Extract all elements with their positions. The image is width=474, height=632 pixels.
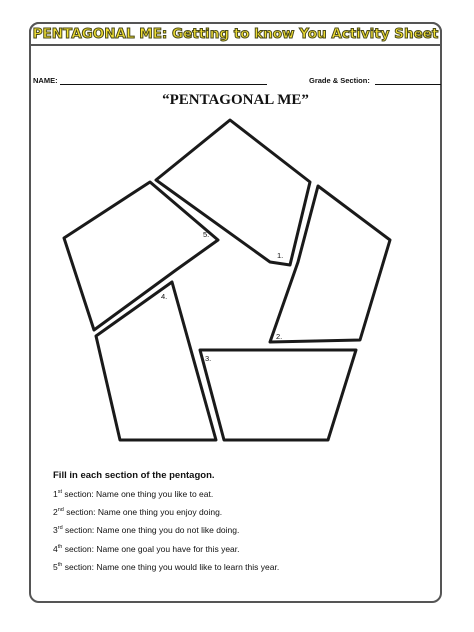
instruction-number: 4: [53, 543, 58, 554]
banner-title: PENTAGONAL ME: Getting to know You Activity Sheet: [32, 26, 439, 42]
worksheet-title: “PENTAGONAL ME”: [162, 92, 309, 108]
instruction-text: section: Name one thing you do not like doing.: [62, 525, 240, 536]
instruction-item: [53, 507, 423, 517]
instruction-number: 3: [53, 525, 58, 536]
section-label-1: 1.: [277, 251, 284, 260]
instruction-ordinal-suffix: nd: [57, 507, 64, 514]
instruction-item: [53, 544, 423, 554]
instruction-number: 1: [53, 489, 58, 499]
section-label-3: 3.: [205, 354, 212, 363]
instruction-item: [53, 562, 423, 572]
section-label-5: 5.: [203, 230, 210, 239]
instruction-ordinal-suffix: th: [57, 543, 63, 550]
pentagon-section-3[interactable]: [200, 350, 356, 440]
instruction-number: 2: [53, 507, 58, 518]
instruction-ordinal-suffix: rd: [57, 525, 63, 532]
grade-section-label: Grade & Section:: [309, 76, 370, 85]
instruction-text: section: Name one thing you would like to learn this year.: [62, 561, 280, 572]
instructions-heading: Fill in each section of the pentagon.: [53, 470, 215, 481]
instruction-item: [53, 525, 423, 535]
section-label-2: 2.: [276, 332, 283, 341]
instruction-ordinal-suffix: th: [57, 561, 63, 568]
instruction-number: 5: [53, 561, 58, 572]
instruction-text: section: Name one thing you like to eat.: [62, 489, 214, 499]
instruction-ordinal-suffix: st: [57, 489, 63, 496]
instructions-block: [53, 470, 423, 580]
section-label-4: 4.: [161, 292, 168, 301]
instruction-text: section: Name one goal you have for this year.: [62, 543, 240, 554]
instruction-item: [53, 489, 423, 499]
name-label: NAME:: [33, 76, 58, 85]
instruction-text: section: Name one thing you enjoy doing.: [63, 507, 223, 518]
